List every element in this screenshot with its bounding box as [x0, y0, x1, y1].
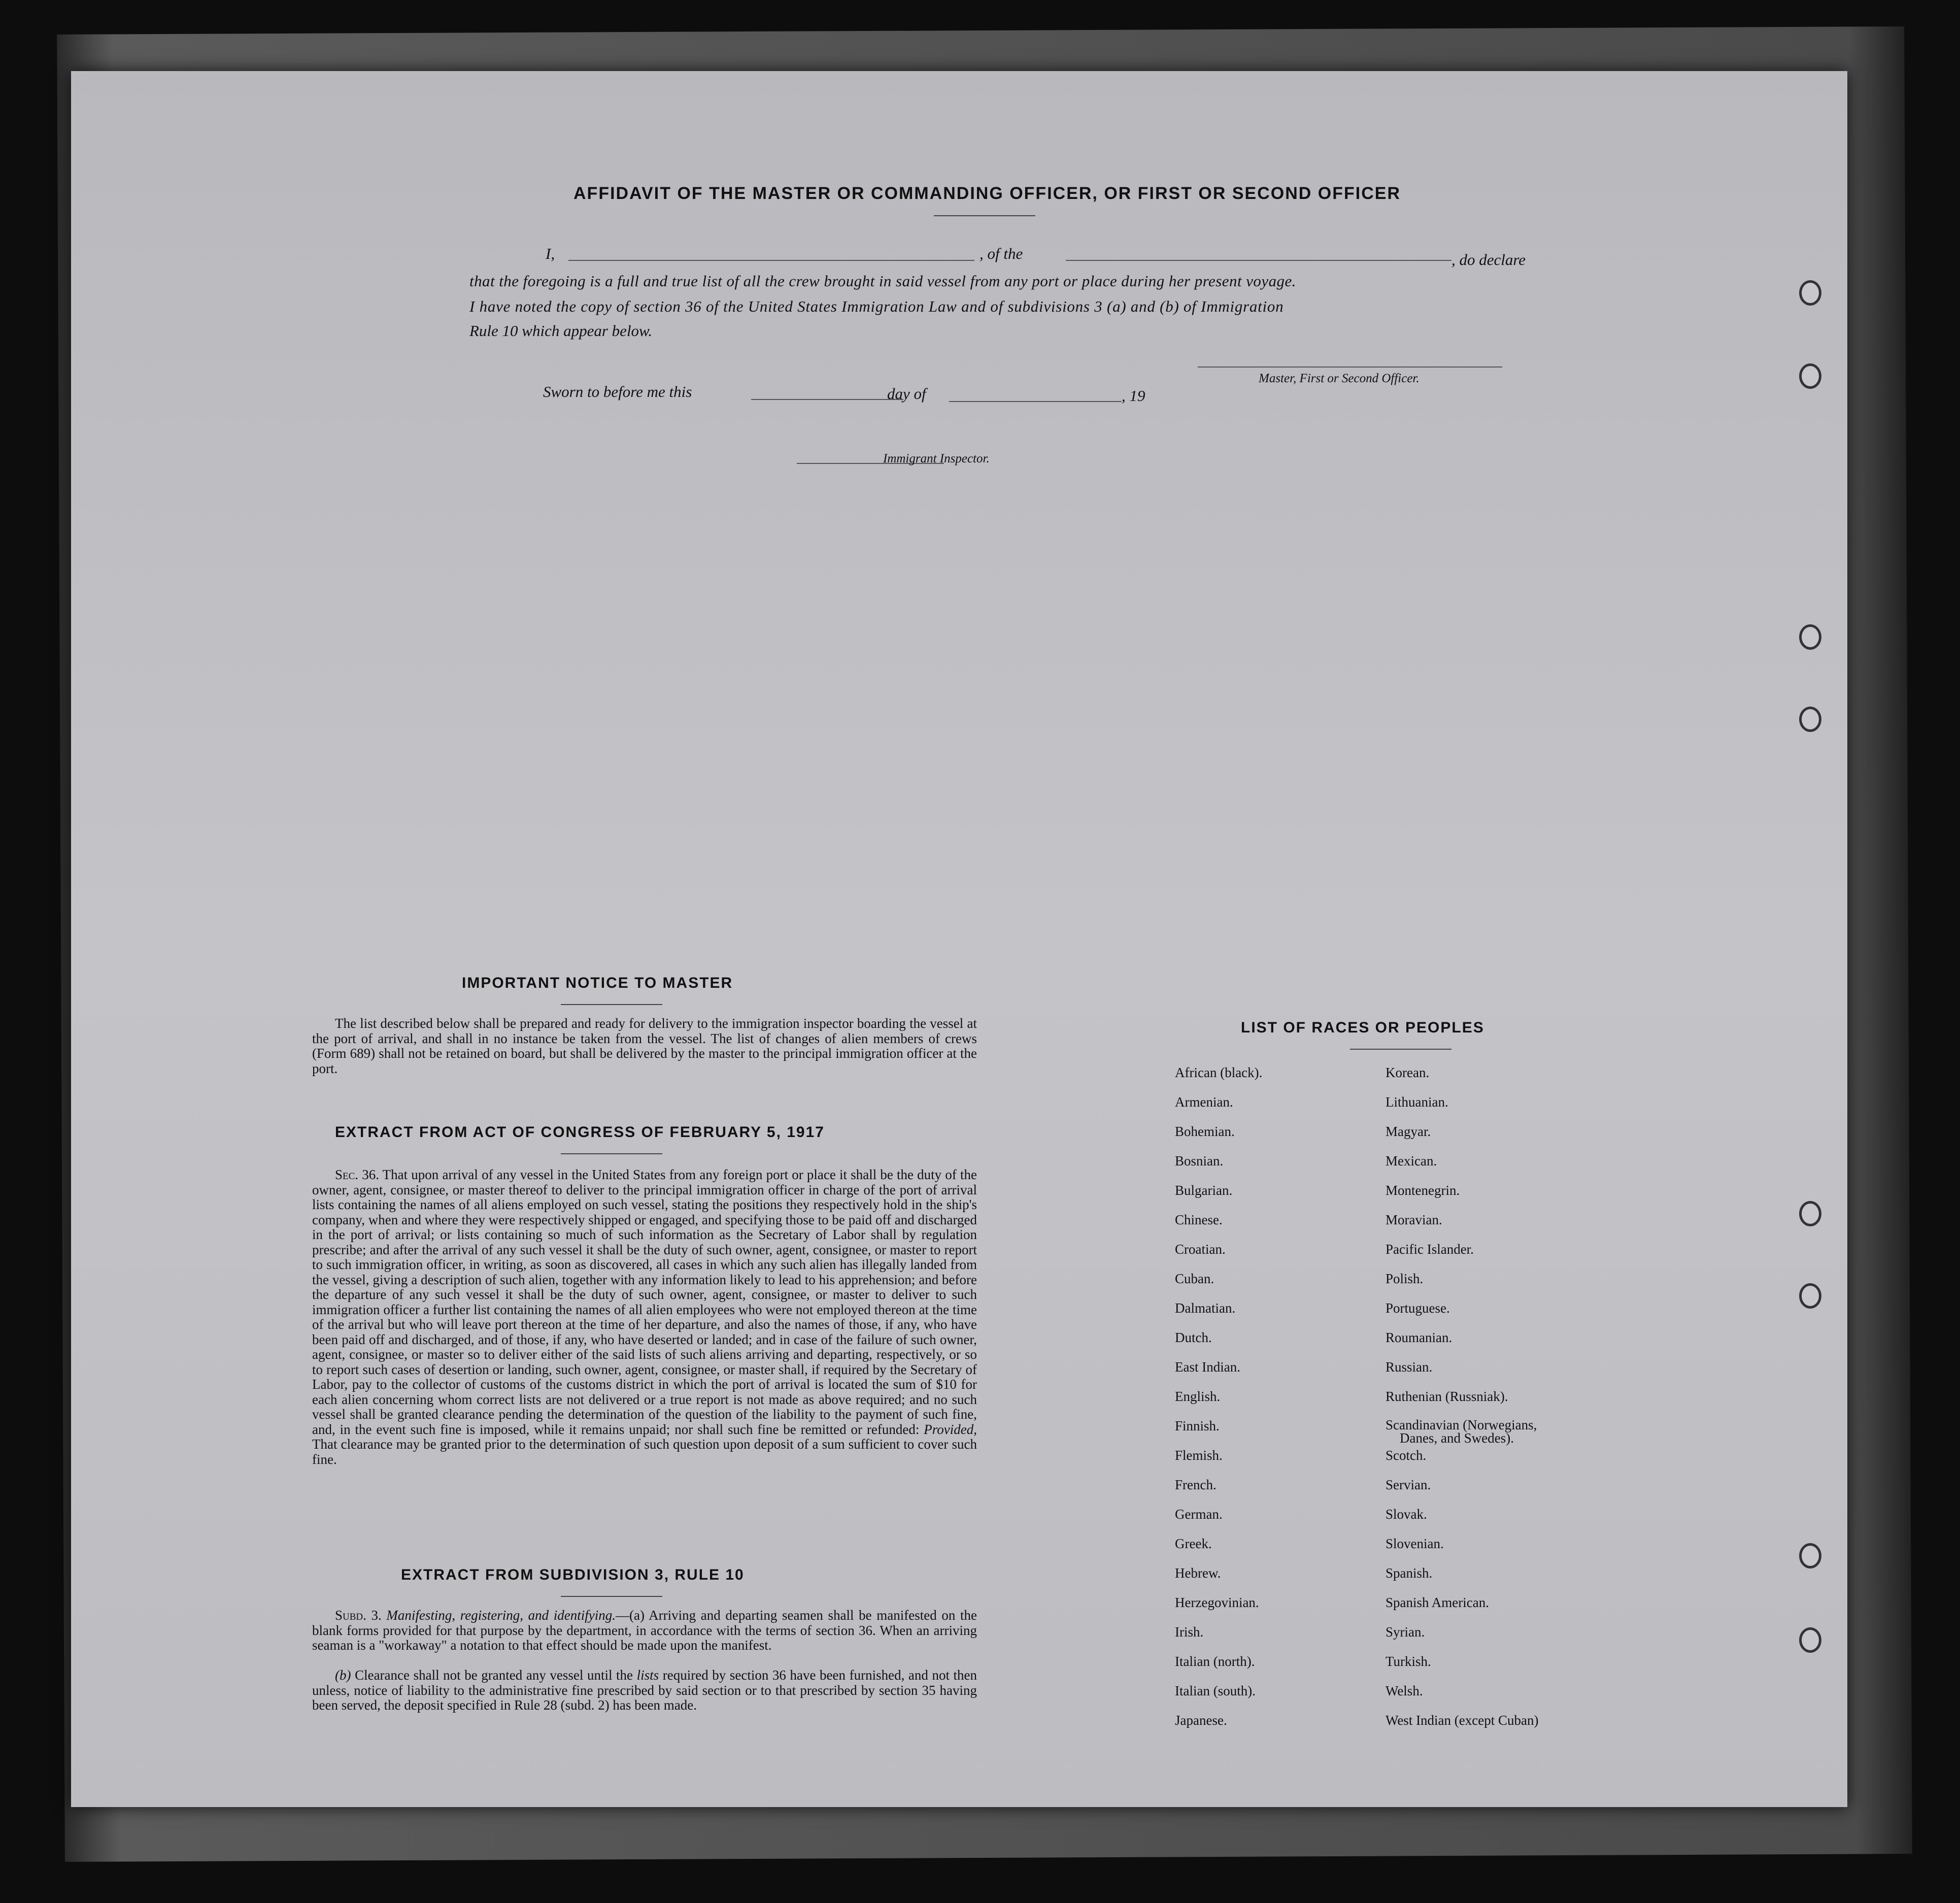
para-a-text: Arriving and departing seamen shall be manifested on the blank forms provided for that purpose by the department, in accordance with the terms of section 36. When an arriving seaman is a "workaway" a notation to that effect should be made upon the manifest.	[312, 1608, 977, 1653]
affidavit-title: AFFIDAVIT OF THE MASTER OR COMMANDING OFFICER, OR FIRST OR SECOND OFFICER	[573, 184, 1401, 203]
race-item: Bosnian.	[1175, 1153, 1224, 1168]
para-a-marker: —(a)	[616, 1608, 645, 1623]
vessel-name-field[interactable]	[1066, 260, 1451, 261]
para-b-lists: lists	[636, 1667, 659, 1683]
para-b-marker: (b)	[335, 1667, 351, 1683]
extract-rule-para-b	[312, 1668, 977, 1713]
extract-act-body	[312, 1167, 977, 1467]
punch-hole	[1799, 1543, 1821, 1568]
race-item: Scandinavian (Norwegians, Danes, and Swedes).	[1385, 1418, 1538, 1448]
race-item: Moravian.	[1385, 1212, 1442, 1227]
sworn-month-field[interactable]	[949, 401, 1122, 402]
proviso-word: Provided,	[924, 1421, 977, 1437]
race-item: Greek.	[1175, 1536, 1212, 1551]
proviso-text: That clearance may be granted prior to the determination of such question upon deposit of a sum sufficient to cover such fine.	[312, 1437, 977, 1467]
race-item: Finnish.	[1175, 1418, 1220, 1433]
race-item: Korean.	[1385, 1065, 1430, 1080]
race-item: German.	[1175, 1507, 1223, 1522]
notice-body: The list described below shall be prepared and ready for delivery to the immigration inspector boarding the vessel at the port of arrival, and shall in no instance be taken from the vessel. The list of changes of alien members of crews (Form 689) shall not be retained on board, but shall be delivered by the master to the principal immigration officer at the port.	[312, 1016, 977, 1076]
race-item: Servian.	[1385, 1477, 1431, 1492]
affidavit-line2: that the foregoing is a full and true list of all the crew brought in said vessel from any port or place during her present voyage.	[469, 272, 1296, 290]
race-item: Herzegovinian.	[1175, 1595, 1259, 1610]
races-right-column	[1385, 1065, 1538, 1742]
race-item: Dalmatian.	[1175, 1300, 1236, 1316]
crew-member-name-field[interactable]	[568, 260, 974, 261]
race-item: Dutch.	[1175, 1330, 1212, 1345]
race-item: Russian.	[1385, 1359, 1433, 1375]
race-item: West Indian (except Cuban)	[1385, 1713, 1539, 1728]
extract-rule-title-rule	[561, 1596, 662, 1597]
notice-title: IMPORTANT NOTICE TO MASTER	[462, 975, 733, 991]
sworn-prefix: Sworn to before me this	[543, 383, 692, 400]
inspector-label: Immigrant Inspector.	[883, 452, 990, 465]
punch-hole	[1799, 624, 1821, 650]
race-item: Portuguese.	[1385, 1300, 1450, 1316]
master-signature-field[interactable]	[1198, 366, 1502, 368]
sec-label: Sec. 36.	[335, 1167, 379, 1182]
punch-hole	[1799, 707, 1821, 732]
punch-hole	[1799, 1627, 1821, 1653]
race-item: Turkish.	[1385, 1654, 1431, 1669]
sworn-day-of: day of	[887, 385, 926, 403]
race-item: Magyar.	[1385, 1124, 1431, 1139]
race-item: Italian (north).	[1175, 1654, 1255, 1669]
affidavit-title-rule	[934, 215, 1035, 216]
extract-rule-title: EXTRACT FROM SUBDIVISION 3, RULE 10	[401, 1566, 745, 1583]
race-item: Spanish.	[1385, 1565, 1433, 1581]
race-item: Mexican.	[1385, 1153, 1437, 1168]
races-left-column	[1175, 1065, 1262, 1742]
race-item: Bohemian.	[1175, 1124, 1235, 1139]
extract-act-title: EXTRACT FROM ACT OF CONGRESS OF FEBRUARY 5, 1917	[335, 1124, 825, 1141]
race-item: Cuban.	[1175, 1271, 1214, 1286]
document-page	[71, 71, 1847, 1807]
punch-hole	[1799, 1283, 1821, 1309]
race-item: Pacific Islander.	[1385, 1242, 1474, 1257]
punch-hole	[1799, 1201, 1821, 1226]
race-item: Croatian.	[1175, 1242, 1226, 1257]
notice-title-rule	[561, 1004, 662, 1005]
race-item-continuation: Danes, and Swedes).	[1400, 1430, 1514, 1446]
race-item: East Indian.	[1175, 1359, 1240, 1375]
race-item: Armenian.	[1175, 1094, 1233, 1110]
race-item: Bulgarian.	[1175, 1183, 1233, 1198]
race-item: Polish.	[1385, 1271, 1424, 1286]
race-item: Irish.	[1175, 1624, 1204, 1640]
extract-rule-body	[312, 1608, 977, 1653]
race-item: Slovak.	[1385, 1507, 1427, 1522]
punch-hole	[1799, 280, 1821, 306]
sworn-day-field[interactable]	[751, 399, 903, 400]
punch-hole	[1799, 363, 1821, 389]
master-signature-label: Master, First or Second Officer.	[1259, 372, 1420, 385]
subd-italic: Manifesting, registering, and identifying.	[386, 1608, 616, 1623]
race-item: Welsh.	[1385, 1683, 1423, 1698]
race-item: Italian (south).	[1175, 1683, 1256, 1698]
race-item: Lithuanian.	[1385, 1094, 1448, 1110]
race-item: Flemish.	[1175, 1448, 1223, 1463]
sworn-year-prefix: , 19	[1122, 387, 1145, 405]
extract-act-title-rule	[561, 1153, 662, 1154]
affidavit-line1-prefix: I,	[546, 245, 555, 262]
sec-36-text: That upon arrival of any vessel in the United States from any foreign port or place it shall be the duty of the owner, agent, consignee, or master thereof to deliver to the principal immigration officer in charge of the port of arrival lists containing the names of all aliens employed on such vessel, stating the positions they respectively hold in the ship's company, when and where they were respectively shipped or engaged, and specifying those to be paid off and discharged in the port of arrival; or lists containing so much of such information as the Secretary of Labor shall by regulation prescribe; and after the arrival of any such vessel it shall be the duty of such owner, agent, consignee, or master to report to such immigration officer, in writing, as soon as discovered, all cases in which any such alien has illegally landed from the vessel, giving a description of such alien, together with any information likely to lead to his apprehension; and before the departure of any such vessel it shall be the duty of such owner, agent, consignee, or master to deliver to such immigration officer a further list containing the names of all alien employees who were not employed thereon at the time of the arrival but who will leave port thereon at the time of her departure, and also the names of those, if any, who have been paid off and discharged, and of those, if any, who have deserted or landed; and in case of the failure of such owner, agent, consignee, or master so to deliver either of the said lists of such aliens arriving and departing, respectively, or so to report such cases of desertion or landing, such owner, agent, consignee, or master shall, if required by the Secretary of Labor, pay to the collector of customs of the customs district in which the port of arrival is located the sum of $10 for each alien concerning whom correct lists are not delivered or a true report is not made as above required; and no such vessel shall be granted clearance pending the determination of the question of the liability to the payment of such fine, and, in the event such fine is imposed, while it remains unpaid; nor shall such fine be remitted or refunded:	[312, 1167, 977, 1437]
race-item: Roumanian.	[1385, 1330, 1452, 1345]
para-b-text-1: Clearance shall not be granted any vessel until the	[355, 1667, 633, 1683]
subd-label: Subd. 3.	[335, 1608, 382, 1623]
affidavit-line1-mid: , of the	[979, 245, 1023, 262]
race-item: Spanish American.	[1385, 1595, 1489, 1610]
race-item: Chinese.	[1175, 1212, 1223, 1227]
race-item: African (black).	[1175, 1065, 1263, 1080]
race-item: Slovenian.	[1385, 1536, 1444, 1551]
race-item: English.	[1175, 1389, 1221, 1404]
race-item: Hebrew.	[1175, 1565, 1221, 1581]
races-title: LIST OF RACES OR PEOPLES	[1241, 1019, 1484, 1036]
affidavit-line3: I have noted the copy of section 36 of the United States Immigration Law and of subdivisions 3 (a) and (b) of Immigration	[469, 297, 1284, 315]
races-title-rule	[1350, 1049, 1451, 1050]
affidavit-line1-suffix: , do declare	[1451, 251, 1526, 269]
para-b-text-2: required by section 36 have been furnished, and not then unless, notice of liability to the administrative fine prescribed by said section or to that prescribed by section 35 having been served, the deposit specified in Rule 28 (subd. 2) has been made.	[312, 1667, 977, 1713]
affidavit-line4: Rule 10 which appear below.	[469, 322, 653, 340]
race-item: Japanese.	[1175, 1713, 1227, 1728]
race-item: French.	[1175, 1477, 1216, 1492]
race-item: Montenegrin.	[1385, 1183, 1460, 1198]
race-item: Ruthenian (Russniak).	[1385, 1389, 1508, 1404]
race-item: Scotch.	[1385, 1448, 1427, 1463]
race-item: Syrian.	[1385, 1624, 1425, 1640]
